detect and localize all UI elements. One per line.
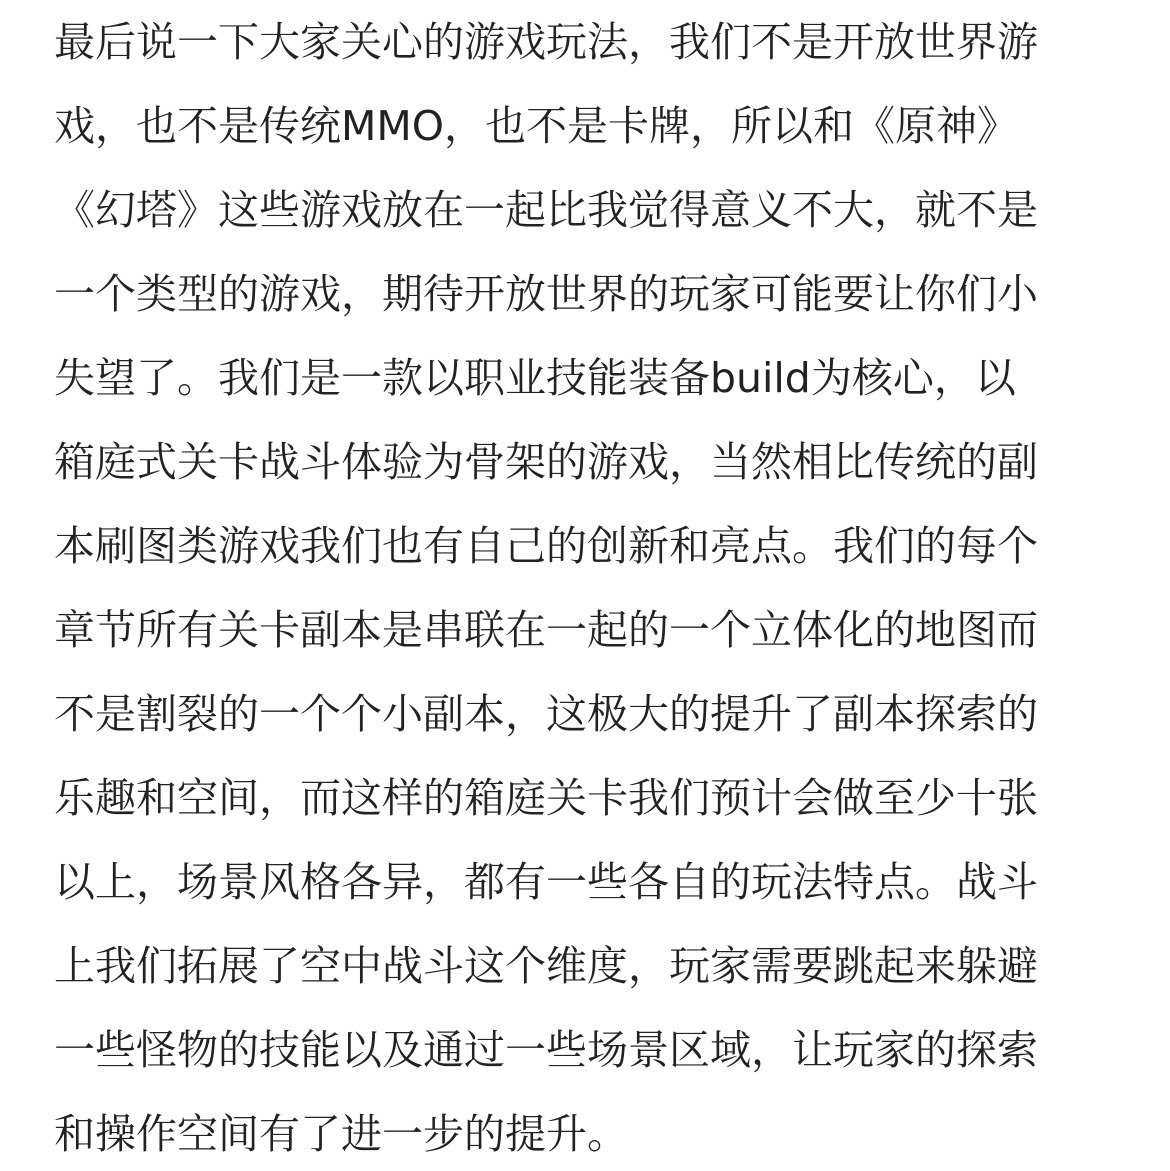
article-line: 章节所有关卡副本是串联在一起的一个立体化的地图而 [54,606,1038,654]
article-line: 一个类型的游戏，期待开放世界的玩家可能要让你们小 [54,270,1038,318]
article-line: 一些怪物的技能以及通过一些场景区域，让玩家的探索 [54,1026,1038,1074]
article-line: 乐趣和空间，而这样的箱庭关卡我们预计会做至少十张 [54,774,1038,822]
article-line: 和操作空间有了进一步的提升。 [54,1110,628,1158]
article-line: 以上，场景风格各异，都有一些各自的玩法特点。战斗 [54,858,1038,906]
article-line: 不是割裂的一个个小副本，这极大的提升了副本探索的 [54,690,1038,738]
article-line: 箱庭式关卡战斗体验为骨架的游戏，当然相比传统的副 [54,438,1038,486]
article-line: 上我们拓展了空中战斗这个维度，玩家需要跳起来躲避 [54,942,1038,990]
article-line: 最后说一下大家关心的游戏玩法，我们不是开放世界游 [54,18,1038,66]
article-line: 《幻塔》这些游戏放在一起比我觉得意义不大，就不是 [54,186,1038,234]
article-line: 本刷图类游戏我们也有自己的创新和亮点。我们的每个 [54,522,1038,570]
article-line: 失望了。我们是一款以职业技能装备build为核心，以 [54,354,1016,402]
article-line: 戏，也不是传统MMO，也不是卡牌，所以和《原神》 [54,102,1019,150]
